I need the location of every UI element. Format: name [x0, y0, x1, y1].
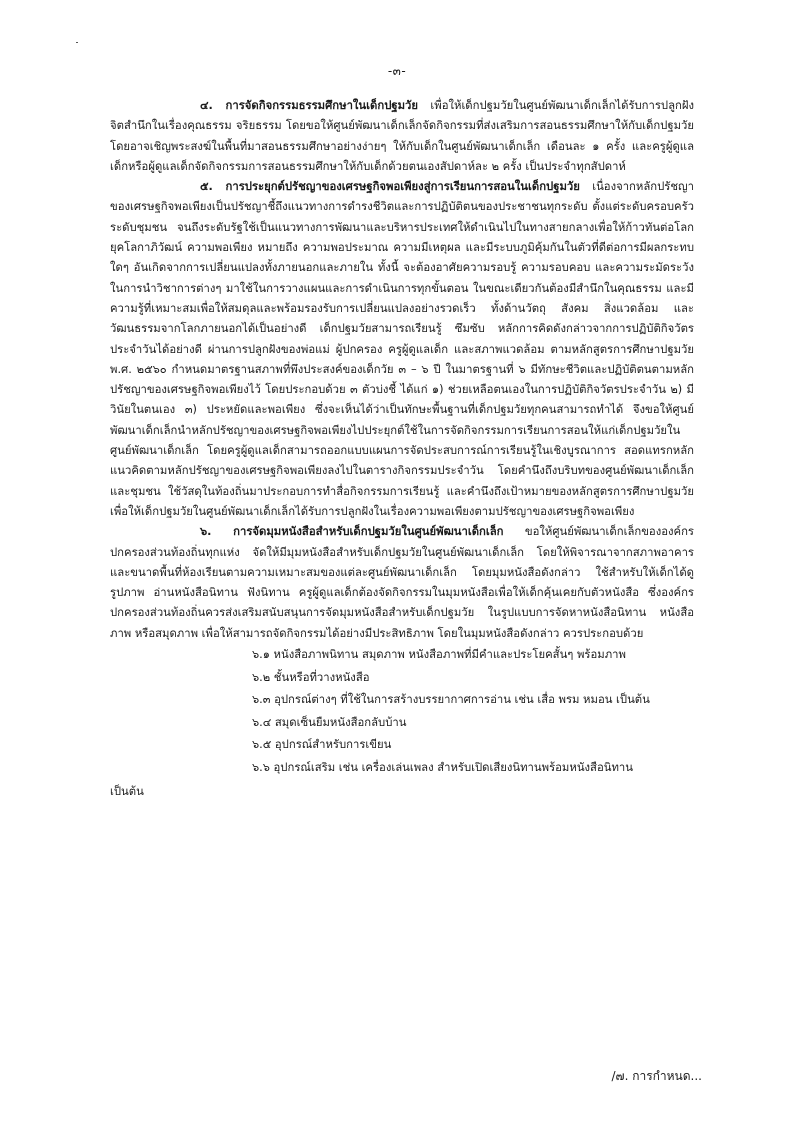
footer-continuation: /๗. การกำหนด...: [611, 1069, 702, 1083]
section-5: [110, 177, 694, 522]
list-continuation: เป็นต้น: [110, 784, 144, 798]
section-6-body: ขอให้ศูนย์พัฒนาเด็กเล็กขององค์กรปกครองส่วนท้องถิ่นทุกแห่ง จัดให้มีมุมหนังสือสำหรับเด็กปฐมวัยในศูนย์พัฒนาเด็กเล็ก โดยให้พิจารณาจากสภาพอาคารและขนาดพื้นที่ห้องเรียนตามความเหมาะสมของแต่ละศูนย์พัฒนาเด็กเล็ก โดยมุมหนังสือดังกล่าว ใช้สำหรับให้เด็กได้ดูรูปภาพ อ่านหนังสือนิทาน ฟังนิทาน ครูผู้ดูแลเด็กต้องจัดกิจกรรมในมุมหนังสือเพื่อให้เด็กคุ้นเคยกับตัวหนังสือ ซึ่งองค์กรปกครองส่วนท้องถิ่นควรส่งเสริมสนับสนุนการจัดมุมหนังสือสำหรับเด็กปฐมวัย ในรูปแบบการจัดหาหนังสือนิทาน หนังสือภาพ หรือสมุดภาพ เพื่อให้สามารถจัดกิจกรรมได้อย่างมีประสิทธิภาพ โดยในมุมหนังสือดังกล่าว ควรประกอบด้วย: [110, 525, 694, 640]
list-item: ๖.๕ อุปกรณ์สำหรับการเขียน: [252, 738, 392, 752]
section-6: [110, 522, 694, 644]
margin-mark: [76, 42, 78, 43]
document-body: [110, 96, 694, 802]
section-4-body: เพื่อให้เด็กปฐมวัยในศูนย์พัฒนาเด็กเล็กได้รับการปลูกฝังจิตสำนึกในเรื่องคุณธรรม จริยธรรม โดยขอให้ศูนย์พัฒนาเด็กเล็กจัดกิจกรรมที่ส่งเสริมการสอนธรรมศึกษาให้กับเด็กปฐมวัย โดยอาจเชิญพระสงฆ์ในพื้นที่มาสอนธรรมศึกษาอย่างง่ายๆ ให้กับเด็กในศูนย์พัฒนาเด็กเล็ก เดือนละ ๑ ครั้ง และครูผู้ดูแลเด็กหรือผู้ดูแลเด็กจัดกิจกรรมการสอนธรรมศึกษาให้กับเด็กด้วยตนเองสัปดาห์ละ ๒ ครั้ง เป็นประจำทุกสัปดาห์: [110, 99, 694, 173]
list-item: ๖.๔ สมุดเซ็นยืมหนังสือกลับบ้าน: [252, 715, 407, 729]
section-6-heading: ๖. การจัดมุมหนังสือสำหรับเด็กปฐมวัยในศูนย์พัฒนาเด็กเล็ก: [200, 525, 504, 539]
list-item: ๖.๑ หนังสือภาพนิทาน สมุดภาพ หนังสือภาพที่มีคำและประโยคสั้นๆ พร้อมภาพ: [252, 648, 626, 662]
list-item: ๖.๖ อุปกรณ์เสริม เช่น เครื่องเล่นเพลง สำหรับเปิดเสียงนิทานพร้อมหนังสือนิทาน: [252, 760, 633, 774]
list-item: ๖.๓ อุปกรณ์ต่างๆ ที่ใช้ในการสร้างบรรยากาศการอ่าน เช่น เสื่อ พรม หมอน เป็นต้น: [252, 693, 650, 707]
list-item: ๖.๒ ชั้นหรือที่วางหนังสือ: [252, 670, 370, 684]
section-5-heading: ๕. การประยุกต์ปรัชญาของเศรษฐกิจพอเพียงสู่การเรียนการสอนในเด็กปฐมวัย: [200, 180, 580, 194]
section-4-heading: ๔. การจัดกิจกรรมธรรมศึกษาในเด็กปฐมวัย: [200, 99, 419, 112]
book-corner-list: [110, 644, 694, 780]
page-number: -๓-: [387, 64, 407, 78]
section-5-body: เนื่องจากหลักปรัชญาของเศรษฐกิจพอเพียงเป็นปรัชญาชี้ถึงแนวทางการดำรงชีวิตและการปฏิบัติตนของประชาชนทุกระดับ ตั้งแต่ระดับครอบครัว ระดับชุมชน จนถึงระดับรัฐใช้เป็นแนวทางการพัฒนาและบริหารประเทศให้ดำเนินไปในทางสายกลางเพื่อให้ก้าวทันต่อโลกยุคโลกาภิวัฒน์ ความพอเพียง หมายถึง ความพอประมาณ ความมีเหตุผล และมีระบบภูมิคุ้มกันในตัวที่ดีต่อการมีผลกระทบใดๆ อันเกิดจากการเปลี่ยนแปลงทั้งภายนอกและภายใน ทั้งนี้ จะต้องอาศัยความรอบรู้ ความรอบคอบ และความระมัดระวังในการนำวิชาการต่างๆ มาใช้ในการวางแผนและการดำเนินการทุกขั้นตอน ในขณะเดียวกันต้องมีสำนึกในคุณธรรม และมีความรู้ที่เหมาะสมเพื่อให้สมดุลและพร้อมรองรับการเปลี่ยนแปลงอย่างรวดเร็ว ทั้งด้านวัตถุ สังคม สิ่งแวดล้อม และวัฒนธรรมจากโลกภายนอกได้เป็นอย่างดี เด็กปฐมวัยสามารถเรียนรู้ ซึมซับ หลักการคิดดังกล่าวจากการปฏิบัติกิจวัตรประจำวันได้อย่างดี ผ่านการปลูกฝังของพ่อแม่ ผู้ปกครอง ครูผู้ดูแลเด็ก และสภาพแวดล้อม ตามหลักสูตรการศึกษาปฐมวัย พ.ศ. ๒๕๖๐ กำหนดมาตรฐานสภาพที่พึงประสงค์ของเด็กวัย ๓ – ๖ ปี ในมาตรฐานที่ ๖ มีทักษะชีวิตและปฏิบัติตนตามหลักปรัชญาของเศรษฐกิจพอเพียงไว้ โดยประกอบด้วย ๓ ตัวบ่งชี้ ได้แก่ ๑) ช่วยเหลือตนเองในการปฏิบัติกิจวัตรประจำวัน ๒) มีวินัยในตนเอง ๓) ประหยัดและพอเพียง ซึ่งจะเห็นได้ว่าเป็นทักษะพื้นฐานที่เด็กปฐมวัยทุกคนสามารถทำได้ จึงขอให้ศูนย์พัฒนาเด็กเล็กนำหลักปรัชญาของเศรษฐกิจพอเพียงไปประยุกต์ใช้ในการจัดกิจกรรมการเรียนการสอนให้แก่เด็กปฐมวัยในศูนย์พัฒนาเด็กเล็ก โดยครูผู้ดูแลเด็กสามารถออกแบบแผนการจัดประสบการณ์การเรียนรู้ในเชิงบูรณาการ สอดแทรกหลักแนวคิดตามหลักปรัชญาของเศรษฐกิจพอเพียงลงไปในตารางกิจกรรมประจำวัน โดยคำนึงถึงบริบทของศูนย์พัฒนาเด็กเล็กและชุมชน ใช้วัสดุในท้องถิ่นมาประกอบการทำสื่อกิจกรรมการเรียนรู้ และคำนึงถึงเป้าหมายของหลักสูตรการศึกษาปฐมวัยเพื่อให้เด็กปฐมวัยในศูนย์พัฒนาเด็กเล็กได้รับการปลูกฝังในเรื่องความพอเพียงตามปรัชญาของเศรษฐกิจพอเพียง: [110, 180, 694, 518]
section-4: [110, 96, 694, 177]
